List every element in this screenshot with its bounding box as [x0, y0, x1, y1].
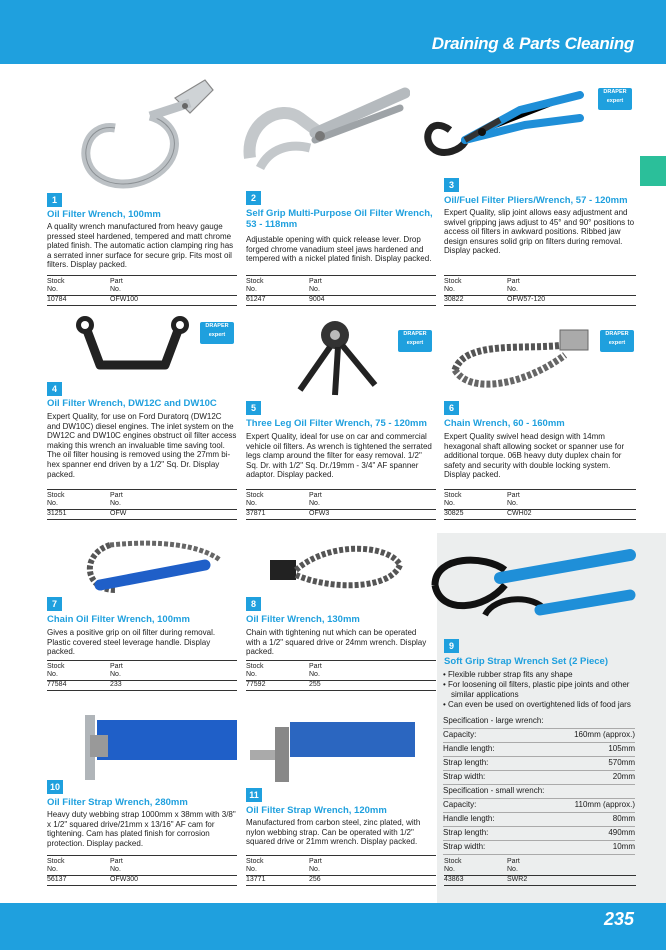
- product-3-image: [420, 80, 590, 175]
- page-number: 235: [603, 909, 634, 929]
- product-8-part-number: 255: [309, 681, 321, 688]
- spec-row: Handle length: 105mm: [443, 742, 635, 757]
- product-8-stock-table: Stock Part No. No. 77592 255: [246, 660, 436, 692]
- product-7-part-number: 233: [110, 681, 122, 688]
- product-11-title: Oil Filter Strap Wrench, 120mm: [246, 805, 387, 816]
- product-10-description: Heavy duty webbing strap 1000mm x 38mm with 3/8" x 1/2" squared drive/21mm x 13/16" AF cam for tightening. Cam has plated finish for corrosion protection. Display packed.: [47, 810, 236, 848]
- product-8-description: Chain with tightening nut which can be operated with a 1/2" squared drive or 24mm wrench. Display packed.: [246, 628, 427, 657]
- spec-row: Strap width: 10mm: [443, 840, 635, 855]
- product-10-stock-number: 56137: [47, 876, 67, 883]
- product-5-part-number: OFW3: [309, 510, 330, 517]
- product-3-number: 3: [444, 178, 459, 192]
- product-6-title: Chain Wrench, 60 - 160mm: [444, 418, 565, 429]
- product-4-stock-number: 31251: [47, 510, 67, 517]
- product-7-stock-table: Stock Part No. No. 77584 233: [47, 660, 237, 692]
- product-9-part-number: SWR2: [507, 876, 528, 883]
- product-6-description: Expert Quality swivel head design with 14mm hexagonal shaft allowing socket or spanner use for additional torque. 06B heavy duty duplex chain for safety and security with double locking system. Display packed.: [444, 432, 625, 480]
- product-9-image: [425, 540, 645, 635]
- product-2-part-number: 9004: [309, 296, 325, 303]
- product-8-number: 8: [246, 597, 261, 611]
- product-3-description: Expert Quality, slip joint allows easy adjustment and swivel gripping jaws adjust to 45° and 90° positions to access oil filters in awkward positions. Ribbed jaw design ensures solid grip on filters during removal. Display packed.: [444, 208, 635, 256]
- spec-row: Capacity: 110mm (approx.): [443, 798, 635, 813]
- product-11-image: [245, 712, 420, 787]
- product-6-stock-number: 30825: [444, 510, 464, 517]
- product-4-part-number: OFW: [110, 510, 127, 517]
- product-6-part-number: CWH02: [507, 510, 532, 517]
- product-6-number: 6: [444, 401, 459, 415]
- feature-item: • For loosening oil filters, plastic pipe joints and other similar applications: [443, 680, 630, 699]
- product-4-number: 4: [47, 382, 62, 396]
- product-3-part-number: OFW57-120: [507, 296, 546, 303]
- product-11-stock-number: 13771: [246, 876, 266, 883]
- product-1-part-number: OFW100: [110, 296, 139, 303]
- spec-small-heading: Specification - small wrench:: [443, 784, 635, 799]
- draper-expert-logo: DRAPER expert: [200, 322, 234, 344]
- spec-large-heading: Specification - large wrench:: [443, 714, 635, 729]
- product-2-stock-table: Stock Part No. No. 61247 9004: [246, 275, 436, 307]
- product-9-stock-number: 43863: [444, 876, 464, 883]
- product-9-stock-table: Stock Part No. No. 43863 SWR2: [444, 855, 636, 887]
- feature-item: • Can even be used on overtightened lids of food jars: [443, 700, 631, 709]
- product-10-title: Oil Filter Strap Wrench, 280mm: [47, 797, 188, 808]
- product-9-features: [443, 670, 635, 710]
- product-3-title: Oil/Fuel Filter Pliers/Wrench, 57 - 120mm: [444, 195, 628, 206]
- product-5-title: Three Leg Oil Filter Wrench, 75 - 120mm: [246, 418, 427, 429]
- product-2-image: [240, 78, 410, 188]
- product-4-description: Expert Quality, for use on Ford Duratorq (DW12C and DW10C) diesel engines. The inlet system on the DW12C and DW10C engines obstruct oil filter access making this wrench an invaluable time saving tool. The oil filter housing is removed using the 27mm bi-hex spanner end driven by a 1/2" Sq. Dr. Display packed.: [47, 412, 237, 479]
- draper-expert-logo: DRAPER expert: [398, 330, 432, 352]
- spec-row: Capacity: 160mm (approx.): [443, 728, 635, 743]
- product-8-image: [260, 535, 410, 600]
- product-5-stock-table: Stock Part No. No. 37871 OFW3: [246, 489, 436, 521]
- product-1-stock-number: 10784: [47, 296, 67, 303]
- product-7-number: 7: [47, 597, 62, 611]
- product-9-title: Soft Grip Strap Wrench Set (2 Piece): [444, 656, 609, 667]
- header-band: [0, 0, 666, 64]
- spec-row: Handle length: 80mm: [443, 812, 635, 827]
- header-divider: [0, 64, 666, 67]
- product-2-number: 2: [246, 191, 261, 205]
- product-2-description: Adjustable opening with quick release lever. Drop forged chrome vanadium steel jaws hardened and tempered with a nickel plated finish. Display packed.: [246, 235, 432, 264]
- draper-expert-logo: DRAPER expert: [600, 330, 634, 352]
- product-1-title: Oil Filter Wrench, 100mm: [47, 209, 161, 220]
- product-1-image: [55, 68, 225, 193]
- draper-expert-logo: DRAPER expert: [598, 88, 632, 110]
- footer-band: [0, 903, 666, 950]
- product-10-image: [65, 705, 245, 785]
- product-11-number: 11: [246, 788, 262, 802]
- product-11-stock-table: Stock Part No. No. 13771 256: [246, 855, 436, 887]
- product-10-stock-table: Stock Part No. No. 56137 OFW300: [47, 855, 237, 887]
- product-4-image: [70, 310, 200, 385]
- product-7-image: [80, 535, 230, 605]
- product-6-stock-table: Stock Part No. No. 30825 CWH02: [444, 489, 636, 521]
- product-2-title: Self Grip Multi-Purpose Oil Filter Wrench, 53 - 118mm: [246, 208, 433, 230]
- product-1-number: 1: [47, 193, 62, 207]
- product-8-stock-number: 77592: [246, 681, 266, 688]
- product-1-description: A quality wrench manufactured from heavy gauge pressed steel hardened, tempered and matt chrome plated finish. The automatic action clamping ring has a serrated inner surface for secure grip. Fits most oil filters. Display packed.: [47, 222, 234, 270]
- section-tab: [640, 156, 666, 186]
- product-3-stock-number: 30822: [444, 296, 464, 303]
- page-title: Draining & Parts Cleaning: [431, 34, 634, 53]
- product-5-description: Expert Quality, ideal for use on car and commercial vehicle oil filters. As wrench is tightened the serrated legs clamp around the filter for easy removal. 1/2" Sq. Dr. with 1/2" Sq. Dr./19mm - 3/4" AF spanner adaptor. Display packed.: [246, 432, 432, 480]
- product-2-stock-number: 61247: [246, 296, 266, 303]
- product-11-part-number: 256: [309, 876, 321, 883]
- product-11-description: Manufactured from carbon steel, zinc plated, with nylon webbing strap. Can be operated with 1/2" squared drive or 21mm wrench. Display packed.: [246, 818, 421, 847]
- product-3-stock-table: Stock Part No. No. 30822 OFW57-120: [444, 275, 636, 307]
- spec-row: Strap width: 20mm: [443, 770, 635, 785]
- product-5-image: [280, 305, 390, 400]
- product-4-stock-table: Stock Part No. No. 31251 OFW: [47, 489, 237, 521]
- product-9-number: 9: [444, 639, 459, 653]
- product-10-number: 10: [47, 780, 63, 794]
- product-4-title: Oil Filter Wrench, DW12C and DW10C: [47, 398, 217, 409]
- product-5-stock-number: 37871: [246, 510, 266, 517]
- product-7-stock-number: 77584: [47, 681, 67, 688]
- spec-row: Strap length: 570mm: [443, 756, 635, 771]
- product-10-part-number: OFW300: [110, 876, 139, 883]
- product-7-title: Chain Oil Filter Wrench, 100mm: [47, 614, 190, 625]
- product-5-number: 5: [246, 401, 261, 415]
- product-7-description: Gives a positive grip on oil filter during removal. Plastic covered steel leverage handle. Display packed.: [47, 628, 216, 657]
- product-6-image: [445, 310, 595, 400]
- feature-item: • Flexible rubber strap fits any shape: [443, 670, 573, 679]
- spec-row: Strap length: 490mm: [443, 826, 635, 841]
- product-1-stock-table: Stock Part No. No. 10784 OFW100: [47, 275, 237, 307]
- product-8-title: Oil Filter Wrench, 130mm: [246, 614, 360, 625]
